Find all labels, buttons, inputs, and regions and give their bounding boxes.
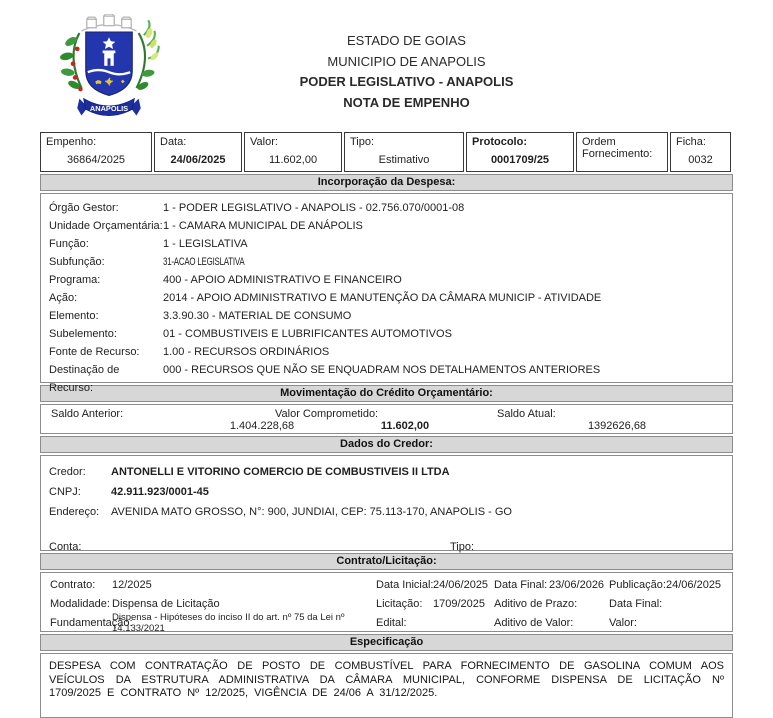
- endereco-value: AVENIDA MATO GROSSO, N°: 900, JUNDIAI, CEP: 75.113-170, ANAPOLIS - GO: [111, 506, 512, 518]
- field-label: Data Inicial:: [376, 579, 434, 591]
- field-label: Valor Comprometido:: [275, 408, 379, 420]
- field-row: [49, 482, 724, 502]
- field-row: [49, 343, 724, 361]
- section-header-movimentacao: Movimentação do Crédito Orçamentário:: [40, 385, 733, 402]
- field-value: 0001709/25: [490, 154, 550, 166]
- section-movimentacao: [40, 404, 733, 434]
- field-label: Publicação:: [609, 579, 666, 591]
- field-label: Modalidade:: [50, 598, 110, 610]
- field-label: Contrato:: [50, 579, 96, 591]
- field-label: Valor:: [609, 617, 637, 629]
- field-value: 24/06/2025: [170, 154, 226, 166]
- data-final-value: 23/06/2026: [549, 579, 605, 591]
- field-label: Saldo Anterior:: [51, 408, 124, 420]
- field-value: 1 - LEGISLATIVA: [163, 238, 248, 250]
- document-header: [40, 31, 773, 113]
- field-value: Estimativo: [378, 154, 430, 166]
- field-label: Data Final:: [494, 579, 548, 591]
- credor-name: ANTONELLI E VITORINO COMERCIO DE COMBUSTIVEIS II LTDA: [111, 466, 450, 478]
- field-row: [49, 253, 724, 271]
- field-label: Unidade Orçamentária:: [49, 220, 163, 232]
- modalidade-value: Dispensa de Licitação: [112, 598, 220, 610]
- cell-protocolo: [466, 132, 574, 172]
- header-municipality: MUNICIPIO DE ANAPOLIS: [327, 53, 486, 69]
- header-state: ESTADO DE GOIAS: [347, 33, 466, 48]
- cnpj-value: 42.911.923/0001-45: [111, 486, 209, 498]
- section-header-contrato: Contrato/Licitação:: [40, 553, 733, 570]
- field-label: Destinação de Recurso:: [49, 364, 120, 394]
- field-label: Data Final:: [609, 598, 663, 610]
- field-row: [49, 307, 724, 325]
- field-label: Função:: [49, 238, 89, 250]
- section-header-credor: Dados do Credor:: [40, 436, 733, 453]
- document-body: [40, 132, 733, 718]
- contrato-value: 12/2025: [112, 579, 152, 591]
- field-value: 000 - RECURSOS QUE NÃO SE ENQUADRAM NOS DETALHAMENTOS ANTERIORES: [163, 364, 601, 376]
- field-label: Ordem Fornecimento:: [582, 136, 653, 160]
- field-label: Data:: [160, 136, 187, 148]
- field-row: [49, 217, 724, 235]
- field-label: Empenho:: [46, 136, 97, 148]
- section-contrato: [40, 572, 733, 632]
- field-row: [49, 199, 724, 217]
- cell-tipo: [344, 132, 464, 172]
- field-value: 400 - APOIO ADMINISTRATIVO E FINANCEIRO: [163, 274, 402, 286]
- field-value: 2014 - APOIO ADMINISTRATIVO E MANUTENÇÃO DA CÂMARA MUNICIP - ATIVIDADE: [163, 292, 602, 304]
- field-value: 11.602,00: [268, 154, 318, 166]
- field-row: [49, 361, 724, 397]
- field-label: Conta:: [49, 541, 82, 553]
- field-row: [49, 462, 724, 482]
- field-label: Ação:: [49, 292, 78, 304]
- cell-valor: [244, 132, 342, 172]
- section-header-especificacao: Especificação: [40, 634, 733, 651]
- page-title: NOTA DE EMPENHO: [343, 94, 470, 110]
- field-row: [49, 502, 724, 522]
- field-row: [49, 271, 724, 289]
- cell-ordem-fornecimento: [576, 132, 668, 172]
- licitacao-value: 1709/2025: [433, 598, 485, 610]
- cell-ficha: [670, 132, 731, 172]
- field-label: Protocolo:: [472, 136, 527, 148]
- field-row: [49, 289, 724, 307]
- field-label: Edital:: [376, 617, 407, 629]
- field-value: 0032: [688, 154, 713, 166]
- fundamentacao-value: Dispensa - Hipóteses do inciso II do art. nº 75 da Lei nº 14.133/2021: [112, 612, 345, 634]
- field-label: Fonte de Recurso:: [49, 346, 140, 358]
- field-row: [49, 325, 724, 343]
- section-credor: [40, 455, 733, 551]
- field-value: 01 - COMBUSTIVEIS E LUBRIFICANTES AUTOMOTIVOS: [163, 328, 452, 340]
- field-label: Subfunção:: [49, 256, 105, 268]
- cell-data: [154, 132, 242, 172]
- field-value: 1 - CAMARA MUNICIPAL DE ANÁPOLIS: [163, 220, 363, 232]
- summary-row: [40, 132, 733, 172]
- field-label: Fundamentação:: [50, 617, 133, 629]
- field-value: 1.00 - RECURSOS ORDINÁRIOS: [163, 346, 330, 358]
- cell-empenho: [40, 132, 152, 172]
- crest-banner-text: ANAPOLIS: [89, 103, 129, 113]
- field-label: Ficha:: [676, 136, 706, 148]
- data-inicial-value: 24/06/2025: [433, 579, 489, 591]
- especificacao-text: DESPESA COM CONTRATAÇÃO DE POSTO DE COMBUSTÍVEL PARA FORNECIMENTO DE GASOLINA COMUM AOS VEÍCULOS DA ESTRUTURA ADMINISTRATIVA DA CÂMARA MUNICIPAL, CONFORME DISPENSA DE LICITAÇÃO Nº 1709/2025 E CONTRATO Nº 12/2025, VIGÊNCIA DE 24/06 A 31/12/2025.: [49, 660, 724, 699]
- field-label: Valor:: [250, 136, 278, 148]
- field-label: CNPJ:: [49, 486, 81, 498]
- field-label: Subelemento:: [49, 328, 117, 340]
- publicacao-value: 24/06/2025: [666, 579, 722, 591]
- field-label: Tipo:: [450, 541, 475, 553]
- field-label: Programa:: [49, 274, 101, 286]
- field-value: 1 - PODER LEGISLATIVO - ANAPOLIS - 02.756.070/0001-08: [163, 202, 465, 214]
- field-label: Licitação:: [376, 598, 423, 610]
- crest-crown: [82, 14, 137, 31]
- field-label: Tipo:: [350, 136, 375, 148]
- conta-tipo-row: [49, 540, 724, 554]
- field-label: Credor:: [49, 466, 86, 478]
- field-value: 31-ACAO LEGISLATIVA: [163, 256, 245, 268]
- section-especificacao: [40, 653, 733, 718]
- field-label: Saldo Atual:: [497, 408, 556, 420]
- field-label: Elemento:: [49, 310, 99, 322]
- field-value: [582, 166, 662, 168]
- saldo-atual-value: 1392626,68: [587, 420, 647, 432]
- field-row: [49, 235, 724, 253]
- field-label: Órgão Gestor:: [49, 202, 119, 214]
- field-label: Aditivo de Valor:: [494, 617, 574, 629]
- saldo-anterior-value: 1.404.228,68: [229, 420, 295, 432]
- section-header-incorporacao: Incorporação da Despesa:: [40, 174, 733, 191]
- header-branch: PODER LEGISLATIVO - ANAPOLIS: [299, 74, 514, 89]
- field-label: Aditivo de Prazo:: [494, 598, 578, 610]
- field-value: 3.3.90.30 - MATERIAL DE CONSUMO: [163, 310, 352, 322]
- field-value: 36864/2025: [66, 154, 126, 166]
- field-label: Endereço:: [49, 506, 100, 518]
- valor-comprometido-value: 11.602,00: [380, 420, 430, 432]
